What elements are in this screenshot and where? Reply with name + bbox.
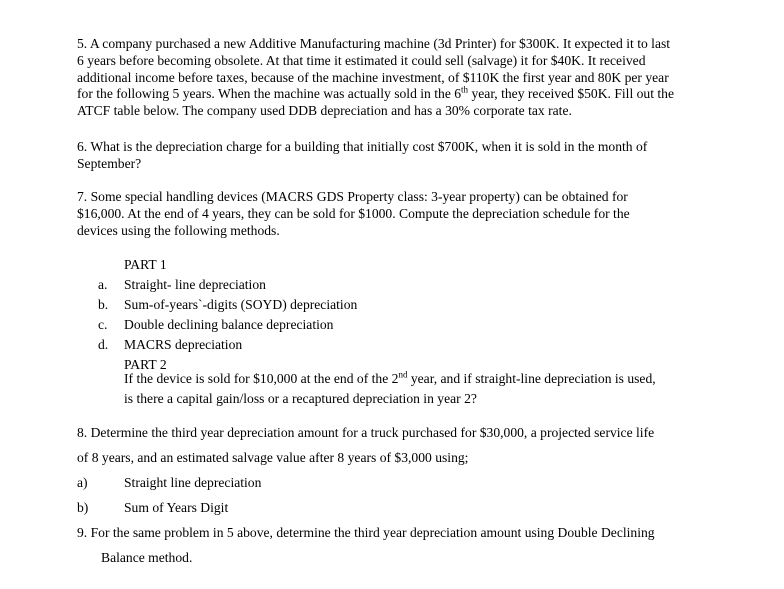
option-item [77, 470, 727, 495]
method-text: Double declining balance depreciation [124, 317, 334, 332]
option-text: Straight line depreciation [124, 475, 262, 490]
option-text: Sum of Years Digit [124, 500, 229, 515]
question-5-line-4-text-end: year, they received $50K. Fill out the [468, 86, 675, 102]
method-item [98, 335, 728, 355]
part-2-question [124, 369, 728, 408]
question-5-line-2: 6 years before becoming obsolete. At that time it estimated it could sell (salvage) it for $40K. It received [77, 52, 646, 68]
question-7-line-2: $16,000. At the end of 4 years, they can be sold for $1000. Compute the depreciation schedule for the [77, 205, 630, 221]
method-marker: d. [98, 337, 109, 352]
method-item [98, 315, 728, 335]
method-item [98, 295, 728, 315]
part-2-line-2: is there a capital gain/loss or a recaptured depreciation in year 2? [124, 390, 477, 406]
part-1-heading: PART 1 [124, 257, 167, 272]
method-text: Straight- line depreciation [124, 277, 266, 292]
question-9-line-1: 9. For the same problem in 5 above, determine the third year depreciation amount using Double Declining [77, 525, 655, 540]
option-item [77, 495, 727, 520]
question-8-line-1: 8. Determine the third year depreciation amount for a truck purchased for $30,000, a projected service life [77, 425, 655, 440]
question-7-line-3: devices using the following methods. [77, 222, 280, 238]
ordinal-suffix: nd [398, 369, 408, 380]
question-5-line-4-text: for the following 5 years. When the machine was actually sold in the 6 [77, 86, 462, 102]
option-marker: a) [77, 475, 88, 490]
part-2-heading: PART 2 [124, 357, 167, 372]
method-marker: a. [98, 277, 108, 292]
method-item [98, 275, 728, 295]
question-5-line-4 [77, 86, 727, 103]
option-marker: b) [77, 500, 89, 515]
method-marker: b. [98, 297, 109, 312]
question-6-line-2: September? [77, 155, 142, 171]
part-2-line-1-text-end: year, and if straight-line depreciation is used, [407, 371, 656, 386]
method-marker: c. [98, 317, 108, 332]
part-2-line-1 [124, 369, 728, 389]
method-text: Sum-of-years`-digits (SOYD) depreciation [124, 297, 358, 312]
question-9-line-2: Balance method. [101, 550, 193, 565]
question-6 [77, 139, 727, 173]
question-5 [77, 36, 727, 120]
part-2-line-1-text: If the device is sold for $10,000 at the end of the 2 [124, 371, 399, 386]
ordinal-suffix: th [461, 84, 469, 95]
question-9 [77, 520, 727, 570]
question-7-methods [98, 255, 728, 375]
method-text: MACRS depreciation [124, 337, 243, 352]
question-8-line-2: of 8 years, and an estimated salvage value after 8 years of $3,000 using; [77, 450, 469, 465]
question-7 [77, 189, 727, 239]
question-5-line-1: 5. A company purchased a new Additive Manufacturing machine (3d Printer) for $300K. It expected it to last [77, 36, 671, 51]
question-7-line-1: 7. Some special handling devices (MACRS GDS Property class: 3-year property) can be obtained for [77, 189, 628, 204]
question-5-line-3: additional income before taxes, because of the machine investment, of $110K the first year and 80K per year [77, 69, 669, 85]
question-5-line-5: ATCF table below. The company used DDB depreciation and has a 30% corporate tax rate. [77, 103, 572, 119]
question-8 [77, 420, 727, 520]
question-6-line-1: 6. What is the depreciation charge for a building that initially cost $700K, when it is sold in the month of [77, 139, 648, 154]
